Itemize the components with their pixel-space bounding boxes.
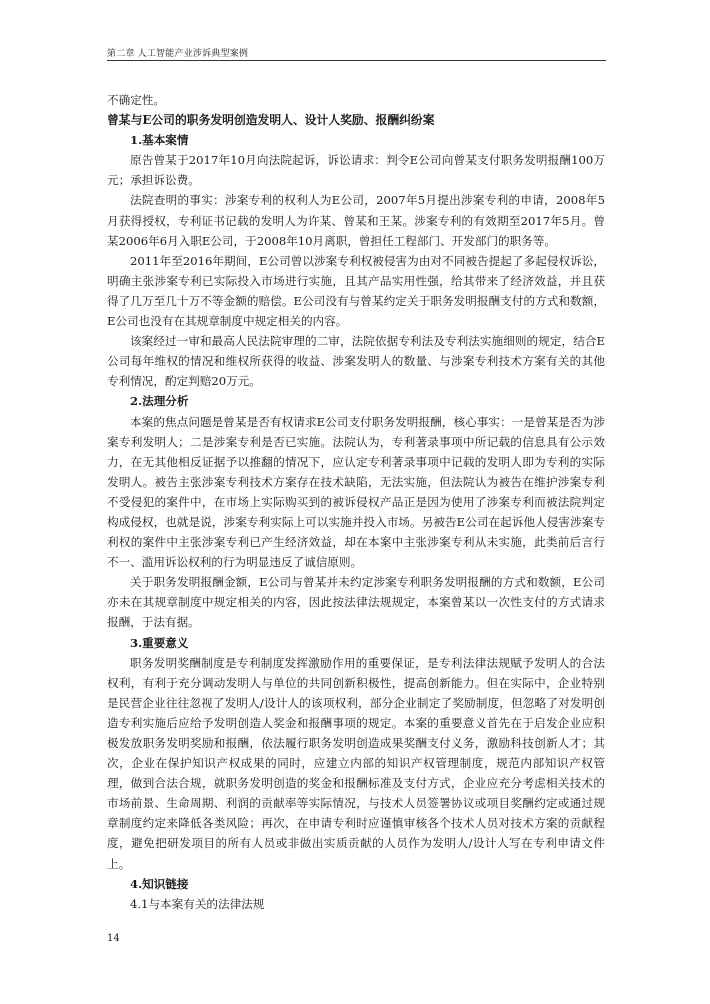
- paragraph: 法院查明的事实：涉案专利的权利人为E公司，2007年5月提出涉案专利的申请，2008年5月获得授权，专利证书记载的发明人为许某、曾某和王某。涉案专利的有效期至2017年5月。曾某2006年6月入职E公司，于2008年10月离职，曾担任工程部门、开发部门的职务等。: [107, 193, 605, 248]
- section-heading-knowledge-links: 4.知识链接: [130, 876, 189, 891]
- page-body: [107, 90, 605, 914]
- page-number: 14: [107, 933, 120, 944]
- paragraph: 关于职务发明报酬金额，E公司与曾某并未约定涉案专利职务发明报酬的方式和数额，E公司亦未在其规章制度中规定相关的内容，因此按法律法规规定，本案曾某以一次性支付的方式请求报酬，于法有据。: [107, 575, 605, 630]
- lead-line: 不确定性。: [107, 93, 165, 107]
- paragraph: 职务发明奖酬制度是专利制度发挥激励作用的重要保证，是专利法律法规赋予发明人的合法权利，有利于充分调动发明人与单位的共同创新积极性，提高创新能力。但在实际中，企业特别是民营企业往往忽视了发明人/设计人的该项权利，部分企业制定了奖励制度，但忽略了对发明创造专利实施后应给予发明创造人奖金和报酬事项的规定。本案的重要意义首先在于启发企业应积极发放职务发明奖励和报酬，依法履行职务发明创造成果奖酬支付义务，激励科技创新人才；其次，企业在保护知识产权成果的同时，应建立内部的知识产权管理制度，规范内部知识产权管理，做到合法合规，就职务发明创造的奖金和报酬标准及支付方式，企业应充分考虑相关技术的市场前景、生命周期、利润的贡献率等实际情况，与技术人员签署协议或项目奖酬约定或通过规章制度约定来降低各类风险；再次，在申请专利时应谨慎审核各个技术人员对技术方案的贡献程度，避免把研发项目的所有人员或非做出实质贡献的人员作为发明人/设计人写在专利申请文件上。: [107, 655, 605, 871]
- paragraph: 2011年至2016年期间，E公司曾以涉案专利权被侵害为由对不同被告提起了多起侵权诉讼，明确主张涉案专利已实际投入市场进行实施，且其产品实用性强，给其带来了经济效益，并且获得了几万至几十万不等金额的赔偿。E公司没有与曾某约定关于职务发明报酬支付的方式和数额，E公司也没有在其规章制度中规定相关的内容。: [107, 253, 605, 329]
- paragraph: 原告曾某于2017年10月向法院起诉，诉讼请求：判令E公司向曾某支付职务发明报酬100万元；承担诉讼费。: [107, 153, 605, 188]
- paragraph: 该案经过一审和最高人民法院审理的二审，法院依据专利法及专利法实施细则的规定，结合E公司每年维权的情况和维权所获得的收益、涉案发明人的数量、与涉案专利技术方案有关的其他专利情况，酌定判赔20万元。: [107, 334, 605, 389]
- case-title: 曾某与E公司的职务发明创造发明人、设计人奖励、报酬纠纷案: [107, 113, 435, 128]
- header-divider: [107, 60, 606, 61]
- chapter-header: 第二章 人工智能产业涉诉典型案例: [107, 49, 249, 59]
- section-heading-significance: 3.重要意义: [130, 635, 189, 650]
- subsection-line: 4.1与本案有关的法律法规: [130, 896, 265, 911]
- section-heading-legal-analysis: 2.法理分析: [130, 394, 189, 409]
- section-heading-basic-facts: 1.基本案情: [130, 133, 189, 148]
- paragraph: 本案的焦点问题是曾某是否有权请求E公司支付职务发明报酬，核心事实：一是曾某是否为涉案专利发明人；二是涉案专利是否已实施。法院认为，专利著录事项中所记载的信息具有公示效力，在无其他相反证据予以推翻的情况下，应认定专利著录事项中记载的发明人即为专利的实际发明人。被告主张涉案专利技术方案存在技术缺陷，无法实施，但法院认为被告在维护涉案专利不受侵犯的案件中，在市场上实际购买到的被诉侵权产品正是因为使用了涉案专利而被法院判定构成侵权，也就是说，涉案专利实际上可以实施并投入市场。另被告E公司在起诉他人侵害涉案专利权的案件中主张涉案专利已产生经济效益，却在本案中主张涉案专利从未实施，此类前后言行不一、滥用诉讼权利的行为明显违反了诚信原则。: [107, 414, 605, 570]
